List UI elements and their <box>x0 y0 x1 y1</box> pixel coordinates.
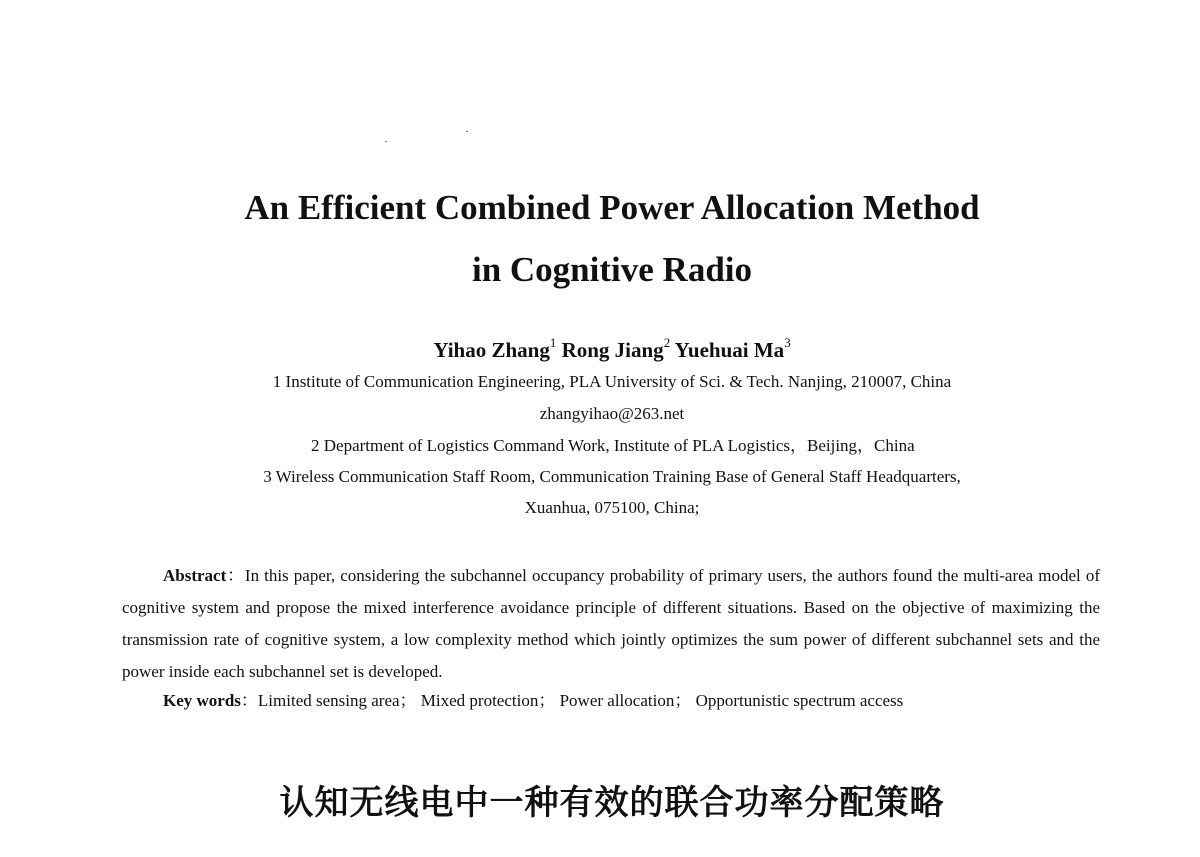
author-name: Yuehuai Ma <box>674 338 785 362</box>
author-affiliation-mark: 1 <box>549 335 557 350</box>
affiliation-3-line-1: 3 Wireless Communication Staff Room, Communication Training Base of General Staff Headquarters, <box>263 467 961 486</box>
keywords-text: Limited sensing area； Mixed protection； Power allocation； Opportunistic spectrum access <box>257 691 904 710</box>
affiliation-3-line-2: Xuanhua, 075100, China; <box>524 498 700 517</box>
title-line-2: in Cognitive Radio <box>471 250 753 289</box>
abstract-text: In this paper, considering the subchannel occupancy probability of primary users, the authors found the multi-area model of cognitive system and propose the mixed interference avoidance principle of different situations. Based on the objective of maximizing the transmission rate of cognitive system, a low complexity method which jointly optimizes the sum power of different subchannel sets and the power inside each subchannel set is developed. <box>122 566 1101 681</box>
keywords-label: Key words <box>163 691 241 710</box>
author-affiliation-mark: 3 <box>784 335 791 350</box>
affiliation-1: 1 Institute of Communication Engineering, PLA University of Sci. & Tech. Nanjing, 210007, China <box>272 372 952 391</box>
abstract-label: Abstract <box>163 566 227 585</box>
author-name: Yihao Zhang <box>433 338 550 362</box>
affiliation-2: 2 Department of Logistics Command Work, Institute of PLA Logistics，Beijing，China <box>311 436 915 455</box>
title-line-1: An Efficient Combined Power Allocation Method <box>244 188 980 227</box>
author-name: Rong Jiang <box>561 338 664 362</box>
scan-speck <box>385 141 387 142</box>
abstract-separator: ： <box>226 566 245 585</box>
keywords <box>163 686 903 716</box>
keywords-separator: ： <box>240 691 258 710</box>
scan-speck <box>466 131 468 132</box>
author-email: zhangyihao@263.net <box>539 404 685 423</box>
chinese-title: 认知无线电中一种有效的联合功率分配策略 <box>279 783 945 823</box>
author-list <box>0 336 1200 364</box>
author-affiliation-mark: 2 <box>663 335 671 350</box>
abstract <box>122 560 1100 688</box>
